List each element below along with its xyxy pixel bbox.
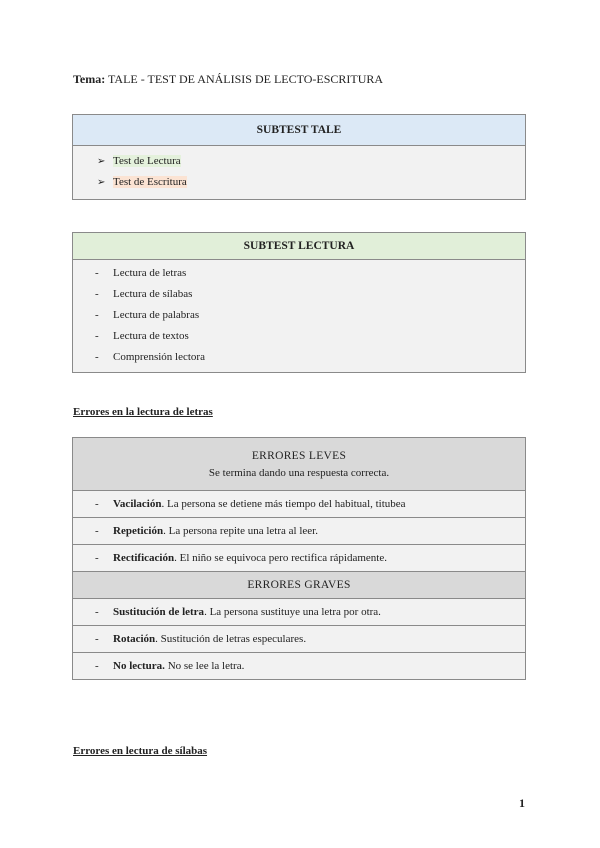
subtest-tale-list (73, 146, 525, 199)
item-text: Lectura de palabras (113, 309, 200, 321)
list-item (95, 284, 525, 305)
errores-leves-subtitle: Se termina dando una respuesta correcta. (208, 466, 390, 479)
list-item (97, 172, 525, 193)
list-item (95, 347, 525, 368)
error-term: Repetición (113, 525, 164, 537)
table-row (73, 626, 526, 653)
list-item (97, 151, 525, 172)
table-row (73, 653, 526, 680)
list-item (95, 305, 525, 326)
dash-bullet: - (95, 288, 99, 300)
item-text: Comprensión lectora (113, 351, 205, 363)
error-term: Sustitución de letra (113, 606, 205, 618)
page-number: 1 (519, 796, 525, 810)
dash-bullet: - (95, 498, 99, 510)
item-text: Lectura de textos (113, 330, 189, 342)
error-term: No lectura. (113, 660, 165, 672)
error-desc: . La persona sustituye una letra por otra. (204, 606, 381, 618)
dash-bullet: - (95, 267, 99, 279)
arrow-bullet-icon: ➢ (97, 177, 106, 188)
item-text: Lectura de sílabas (113, 288, 193, 300)
error-term: Rectificación (113, 552, 175, 564)
table-row (73, 491, 526, 518)
error-desc: . La persona se detiene más tiempo del habitual, titubea (161, 498, 406, 510)
dash-bullet: - (95, 351, 99, 363)
dash-bullet: - (95, 660, 99, 672)
subtest-lectura-box (72, 232, 526, 373)
errores-leves-title: ERRORES LEVES (251, 449, 347, 462)
topic-text: TALE - TEST DE ANÁLISIS DE LECTO-ESCRITURA (108, 72, 384, 86)
arrow-bullet-icon: ➢ (97, 156, 106, 167)
item-text: Lectura de letras (113, 267, 187, 279)
dash-bullet: - (95, 330, 99, 342)
errores-graves-header: ERRORES GRAVES (73, 572, 526, 599)
subtest-tale-header: SUBTEST TALE (73, 115, 526, 146)
item-text: Test de Escritura (113, 176, 187, 188)
subtest-tale-box (72, 114, 526, 200)
dash-bullet: - (95, 633, 99, 645)
table-row (73, 599, 526, 626)
errores-leves-header (73, 438, 526, 491)
subtest-lectura-list (73, 260, 525, 372)
error-desc: No se lee la letra. (164, 660, 245, 672)
error-term: Vacilación (113, 498, 162, 510)
item-text: Test de Lectura (113, 155, 181, 167)
table-row (73, 545, 526, 572)
error-desc: . La persona repite una letra al leer. (163, 525, 318, 537)
error-desc: . Sustitución de letras especulares. (155, 633, 307, 645)
subtest-lectura-header: SUBTEST LECTURA (73, 233, 526, 260)
error-desc: . El niño se equivoca pero rectifica rápidamente. (174, 552, 387, 564)
error-term: Rotación (113, 633, 156, 645)
table-row (73, 518, 526, 545)
topic-label: Tema: (73, 72, 106, 86)
section-title-silabas: Errores en lectura de sílabas (73, 745, 208, 757)
dash-bullet: - (95, 606, 99, 618)
dash-bullet: - (95, 525, 99, 537)
dash-bullet: - (95, 309, 99, 321)
section-title-letras: Errores en la lectura de letras (73, 406, 213, 418)
document-topic (73, 72, 383, 87)
errores-table (72, 437, 526, 680)
list-item (95, 326, 525, 347)
list-item (95, 263, 525, 284)
dash-bullet: - (95, 552, 99, 564)
